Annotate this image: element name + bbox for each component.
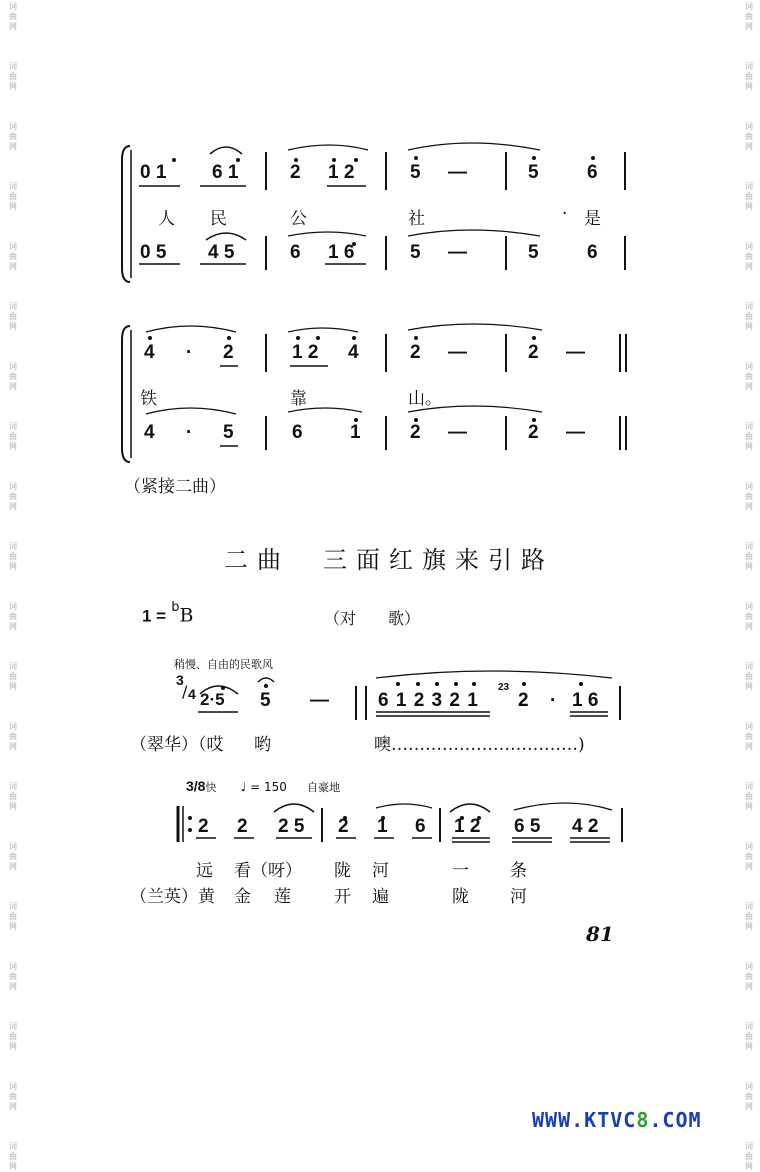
watermark-glyph: 词 曲 网 — [9, 602, 17, 631]
watermark-glyph: 词 曲 网 — [745, 782, 753, 811]
time-denominator: 4 — [188, 686, 196, 702]
p2-lyric2-7: 河 — [510, 887, 527, 907]
p1-melisma: 6 1 2 3 2 1 — [378, 690, 479, 711]
p1-note-d: 1 6 — [572, 690, 599, 711]
p1-lyric-3: 噢……………………………) — [374, 735, 585, 755]
s2-upper-m2-b: 4 — [348, 342, 359, 363]
s1-lower-m3-note: 5 — [410, 242, 421, 263]
s2-upper-m2-a: 1 2 — [292, 342, 319, 363]
watermark-glyph: 词 曲 网 — [745, 902, 753, 931]
watermark-glyph: 词 曲 网 — [745, 602, 753, 631]
site-logo-text: WWW.KTVC8.COM — [532, 1108, 702, 1132]
s1-lower-m2-b: 1 6 — [328, 242, 355, 263]
watermark-glyph: 词 曲 网 — [9, 182, 17, 211]
s2-lower-m1-b: 5 — [223, 422, 234, 443]
tempo-speed: 快 — [205, 781, 217, 794]
s1-upper-m3-note: 5 — [410, 162, 421, 183]
s2-lower-m4-note: 2 — [528, 422, 539, 443]
p2-note-3: 2 5 — [278, 816, 305, 837]
s2-lower-m3-dash: — — [448, 422, 467, 443]
watermark-glyph: 词 曲 网 — [9, 962, 17, 991]
p2-lyric2-3: 莲 — [274, 887, 291, 907]
watermark-glyph: 词 曲 网 — [9, 122, 17, 151]
time-numerator: 3 — [176, 672, 184, 688]
p1-note-b: 5 — [260, 690, 271, 711]
flat-sign: b — [171, 600, 180, 615]
key-prefix: 1 = — [142, 606, 167, 626]
s2-lower-m1-dot: · — [186, 422, 193, 443]
s2-upper-m1-a: 4 — [144, 342, 155, 363]
watermark-glyph: 词 曲 网 — [9, 782, 17, 811]
p1-note-a: 2·5 — [200, 690, 225, 709]
p2-lyric2-2: 金 — [234, 887, 251, 907]
s2-upper-m1-dot: · — [186, 342, 193, 363]
s2-lower-m1-a: 4 — [144, 422, 155, 443]
s2-upper-m3-note: 2 — [410, 342, 421, 363]
watermark-glyph: 词 曲 网 — [9, 662, 17, 691]
s1-lyric-1: 人 — [158, 209, 175, 229]
form-label: （对 歌） — [324, 609, 421, 628]
page-number: 81 — [586, 922, 614, 946]
p2-lyric1-6: 条 — [510, 861, 527, 881]
watermark-glyph: 词 曲 网 — [9, 2, 17, 31]
tempo-marking-2 — [186, 776, 340, 795]
p2-lyric1-1: 远 — [196, 861, 213, 881]
p1-lyric-1: （翠华）（哎 — [130, 735, 224, 755]
key-note: B — [179, 604, 194, 627]
watermark-glyph: 词 曲 网 — [9, 62, 17, 91]
s1-lyric-2: 民 — [210, 209, 227, 229]
s2-upper-m3-dash: — — [448, 342, 467, 363]
watermark-glyph: 词 曲 网 — [9, 902, 17, 931]
p2-note-1: 2 — [198, 816, 209, 837]
s1-lyric-dot: · — [562, 204, 568, 224]
watermark-glyph: 词 曲 网 — [9, 422, 17, 451]
watermark-glyph: 词 曲 网 — [9, 842, 17, 871]
p2-lyric2-6: 陇 — [452, 887, 469, 907]
key-signature — [142, 600, 194, 627]
meter-3-8: 3/8 — [186, 778, 206, 794]
s2-lower-m4-dash: — — [566, 422, 585, 443]
watermark-glyph: 词 曲 网 — [745, 1142, 753, 1171]
s1-upper-m3-dash: — — [448, 162, 467, 183]
watermark-glyph: 词 曲 网 — [745, 182, 753, 211]
time-signature-3-4: 3 / 4 — [176, 672, 196, 702]
p2-lyric1-4: 河 — [372, 861, 389, 881]
s1-lyric-4: 社 — [408, 209, 425, 229]
watermark-glyph: 词 曲 网 — [9, 242, 17, 271]
s1-upper-m2-b: 1 2 — [328, 162, 355, 183]
p2-lyric1-3: 陇 — [334, 861, 351, 881]
p2-lyric1-2: 看（呀） — [234, 861, 302, 881]
watermark-glyph: 词 曲 网 — [745, 662, 753, 691]
s2-lower-m3-note: 2 — [410, 422, 421, 443]
p2-note-6: 6 — [415, 816, 426, 837]
watermark-glyph: 词 曲 网 — [9, 482, 17, 511]
s2-lower-m2-a: 6 — [292, 422, 303, 443]
expression-mark: 自豪地 — [307, 781, 341, 794]
song-title: 二曲 三面红旗来引路 — [224, 546, 554, 574]
s1-lower-m4-b: 6 — [587, 242, 598, 263]
watermark-glyph: 词 曲 网 — [9, 302, 17, 331]
watermark-glyph: 词 曲 网 — [9, 542, 17, 571]
watermark-glyph: 词 曲 网 — [745, 122, 753, 151]
watermark-glyph: 词 曲 网 — [9, 1142, 17, 1171]
watermark-glyph: 词 曲 网 — [745, 1022, 753, 1051]
tempo-marking-1: 稍慢、自由的民歌风 — [174, 658, 273, 671]
s1-lower-m4-a: 5 — [528, 242, 539, 263]
metronome-mark: ♩ = 150 — [240, 780, 287, 794]
s1-upper-m4-b: 6 — [587, 162, 598, 183]
watermark-glyph: 词 曲 网 — [745, 962, 753, 991]
p2-lyric2-4: 开 — [334, 887, 351, 907]
s1-lower-m3-dash: — — [448, 242, 467, 263]
p1-dash: — — [310, 690, 329, 711]
watermark-glyph: 词 曲 网 — [745, 302, 753, 331]
watermark-glyph: 词 曲 网 — [745, 362, 753, 391]
p2-note-5: 1 — [377, 816, 388, 837]
watermark-glyph: 词 曲 网 — [745, 482, 753, 511]
s2-lyric-2: 靠 — [290, 389, 307, 409]
p2-lyric2-5: 遍 — [372, 887, 389, 907]
p2-note-2: 2 — [237, 816, 248, 837]
site-logo — [532, 1108, 702, 1132]
watermark-glyph: 词 曲 网 — [9, 1022, 17, 1051]
s1-lower-m1-a: 0 5 — [140, 242, 167, 263]
watermark-glyph: 词 曲 网 — [745, 542, 753, 571]
p1-note-c: 2 — [518, 690, 529, 711]
p1-grace-notes: 23 — [498, 682, 510, 693]
watermark-glyph: 词 曲 网 — [745, 62, 753, 91]
p2-lyric1-5: 一 — [452, 861, 469, 881]
watermark-glyph: 词 曲 网 — [745, 422, 753, 451]
watermark-glyph: 词 曲 网 — [9, 362, 17, 391]
s1-lyric-5: 是 — [584, 209, 601, 229]
watermark-glyph: 词 曲 网 — [745, 842, 753, 871]
s1-upper-m4-a: 5 — [528, 162, 539, 183]
s2-upper-m4-dash: — — [566, 342, 585, 363]
s2-lower-m2-b: 1 — [350, 422, 361, 443]
watermark-glyph: 词 曲 网 — [745, 242, 753, 271]
p2-lyric2-1: （兰英）黄 — [130, 887, 215, 907]
s2-upper-m4-note: 2 — [528, 342, 539, 363]
p2-note-9: 4 2 — [572, 816, 599, 837]
watermark-glyph: 词 曲 网 — [745, 2, 753, 31]
watermark-glyph: 词 曲 网 — [745, 1082, 753, 1111]
continue-note: （紧接二曲） — [124, 477, 226, 497]
s1-upper-m1-a: 0 1 — [140, 162, 167, 183]
watermark-glyph: 词 曲 网 — [745, 722, 753, 751]
watermark-glyph: 词 曲 网 — [9, 1082, 17, 1111]
s2-lyric-3: 山。 — [408, 389, 442, 409]
p2-note-8: 6 5 — [514, 816, 541, 837]
p2-note-4: 2 — [338, 816, 349, 837]
p1-lyric-2: 哟 — [254, 735, 271, 755]
s2-upper-m1-b: 2 — [223, 342, 234, 363]
s1-lyric-3: 公 — [290, 209, 307, 229]
watermark-glyph: 词 曲 网 — [9, 722, 17, 751]
p1-dot: · — [550, 690, 557, 711]
s1-upper-m1-b: 6 1 — [212, 162, 239, 183]
s1-upper-m2-a: 2 — [290, 162, 301, 183]
p2-note-7: 1 2 — [454, 816, 481, 837]
s2-lyric-1: 铁 — [140, 389, 157, 409]
s1-lower-m1-b: 4 5 — [208, 242, 235, 263]
s1-lower-m2-a: 6 — [290, 242, 301, 263]
